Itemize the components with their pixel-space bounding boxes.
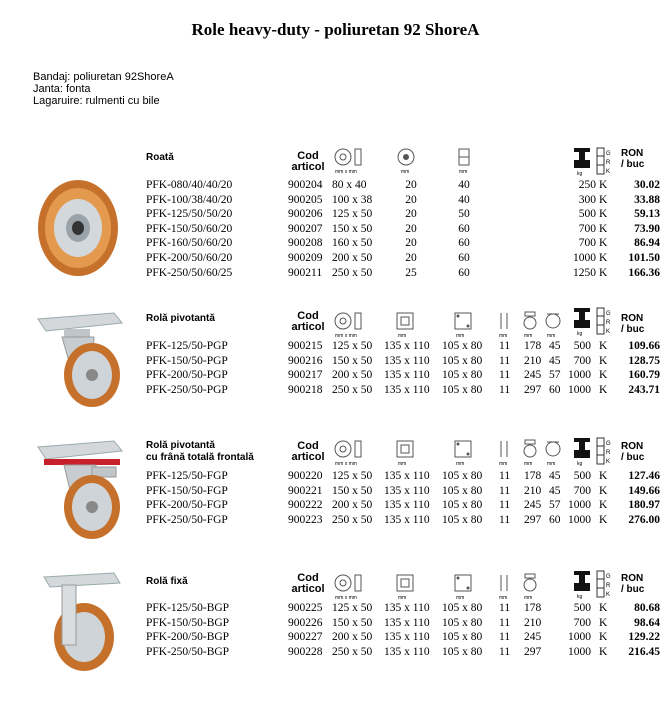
svg-text:mm x mm: mm x mm xyxy=(335,169,357,174)
cell-price: 80.68 xyxy=(634,602,660,614)
cell-dim: 250 x 50 xyxy=(332,513,373,526)
cell-code: 900225 xyxy=(288,602,323,614)
svg-text:mm: mm xyxy=(524,333,533,338)
cell-c: 50 xyxy=(458,208,470,221)
svg-text:mm: mm xyxy=(456,333,465,338)
cell-e: 45 xyxy=(549,354,561,367)
cell-k: K xyxy=(599,513,608,526)
cell-h: 11 xyxy=(499,645,511,658)
table-row xyxy=(0,354,671,368)
cell-k: K xyxy=(599,470,608,482)
cell-price: 276.00 xyxy=(628,513,660,526)
cell-e: 45 xyxy=(549,484,561,497)
cell-name: PFK-125/50-BGP xyxy=(146,602,230,614)
svg-text:mm: mm xyxy=(524,461,533,466)
svg-text:mm: mm xyxy=(499,595,508,600)
cell-b: 135 x 110 xyxy=(384,484,430,497)
cell-c: 60 xyxy=(458,252,470,264)
cell-code: 900209 xyxy=(288,252,323,264)
cell-d: 297 xyxy=(524,645,542,658)
cell-load: 700 xyxy=(578,222,596,235)
cell-price: 129.22 xyxy=(628,631,660,644)
offset-icon xyxy=(544,310,562,338)
cell-c: 105 x 80 xyxy=(442,631,483,644)
cell-price: 127.46 xyxy=(628,470,660,482)
cell-name: PFK-200/50/60/20 xyxy=(146,252,233,264)
weight-icon xyxy=(572,436,592,466)
cell-k: K xyxy=(599,369,608,382)
cell-name: PFK-250/50/60/25 xyxy=(146,266,233,279)
table-row xyxy=(0,193,671,207)
svg-text:mm: mm xyxy=(524,595,533,600)
wheel-dimension-icon xyxy=(333,572,363,600)
cell-code: 900211 xyxy=(288,266,323,279)
cell-code: 900206 xyxy=(288,208,323,221)
plate-size-icon xyxy=(394,310,416,338)
cell-k: K xyxy=(599,616,608,629)
cell-name: PFK-150/50-BGP xyxy=(146,616,230,629)
cell-k: K xyxy=(599,208,608,221)
cell-k: K xyxy=(599,499,608,512)
cell-e: 45 xyxy=(549,470,561,482)
cod-articol-header: Cod articol xyxy=(291,310,325,333)
cell-load: 500 xyxy=(573,602,591,614)
svg-text:mm x mm: mm x mm xyxy=(335,595,357,600)
cell-b: 25 xyxy=(405,266,417,279)
cell-price: 243.71 xyxy=(628,383,660,396)
svg-text:K: K xyxy=(606,592,611,598)
wheel-dimension-icon xyxy=(333,310,363,338)
cell-code: 900207 xyxy=(288,222,323,235)
cell-load: 1000 xyxy=(568,383,591,396)
cell-load: 1000 xyxy=(568,369,591,382)
cell-d: 210 xyxy=(524,616,542,629)
offset-icon xyxy=(544,438,562,466)
ron-per-piece-header: RON / buc xyxy=(621,313,645,335)
cell-code: 900217 xyxy=(288,369,323,382)
cell-c: 105 x 80 xyxy=(442,499,483,512)
cell-k: K xyxy=(599,252,608,264)
cell-d: 178 xyxy=(524,340,542,352)
cell-code: 900223 xyxy=(288,513,323,526)
cell-load: 500 xyxy=(573,340,591,352)
svg-text:mm: mm xyxy=(499,333,508,338)
cell-dim: 125 x 50 xyxy=(332,470,373,482)
hole-diameter-icon xyxy=(497,438,511,466)
cell-load: 1000 xyxy=(568,499,591,512)
cell-load: 1000 xyxy=(573,252,596,264)
cell-b: 20 xyxy=(405,193,417,206)
svg-text:kg: kg xyxy=(577,594,583,599)
cell-dim: 160 x 50 xyxy=(332,237,373,250)
cell-price: 30.02 xyxy=(634,179,660,191)
cell-name: PFK-150/50/60/20 xyxy=(146,222,233,235)
svg-text:mm x mm: mm x mm xyxy=(335,333,357,338)
cell-name: PFK-200/50-BGP xyxy=(146,631,230,644)
cell-e: 60 xyxy=(549,383,561,396)
svg-text:K: K xyxy=(606,459,611,465)
cell-dim: 150 x 50 xyxy=(332,354,373,367)
svg-text:kg: kg xyxy=(577,461,583,466)
cell-load: 1250 xyxy=(573,266,596,279)
cell-b: 135 x 110 xyxy=(384,383,430,396)
svg-text:mm: mm xyxy=(459,169,468,174)
cell-h: 11 xyxy=(499,369,511,382)
spec-janta: Janta: fonta xyxy=(33,83,91,95)
cell-h: 11 xyxy=(499,340,511,352)
cell-code: 900222 xyxy=(288,499,323,512)
cell-h: 11 xyxy=(499,631,511,644)
cell-k: K xyxy=(599,222,608,235)
cell-price: 180.97 xyxy=(628,499,660,512)
cell-load: 700 xyxy=(578,237,596,250)
cell-load: 500 xyxy=(573,470,591,482)
cell-price: 33.88 xyxy=(634,193,660,206)
cell-d: 210 xyxy=(524,354,542,367)
cell-c: 105 x 80 xyxy=(442,513,483,526)
cell-code: 900226 xyxy=(288,616,323,629)
svg-text:mm: mm xyxy=(499,461,508,466)
cell-load: 700 xyxy=(573,354,591,367)
cell-price: 101.50 xyxy=(628,252,660,264)
table-row xyxy=(0,236,671,250)
cell-k: K xyxy=(599,645,608,658)
cell-d: 297 xyxy=(524,513,542,526)
cell-h: 11 xyxy=(499,470,511,482)
hole-diameter-icon xyxy=(497,310,511,338)
svg-text:G: G xyxy=(606,151,611,157)
cell-b: 135 x 110 xyxy=(384,616,430,629)
cod-articol-header: Cod articol xyxy=(291,572,325,595)
cell-name: PFK-080/40/40/20 xyxy=(146,179,233,191)
weight-icon xyxy=(572,146,592,176)
cell-name: PFK-250/50-BGP xyxy=(146,645,230,658)
svg-text:R: R xyxy=(606,583,611,589)
cell-k: K xyxy=(599,179,608,191)
cell-d: 245 xyxy=(524,369,542,382)
cell-price: 166.36 xyxy=(628,266,660,279)
svg-text:G: G xyxy=(606,441,611,447)
cell-price: 109.66 xyxy=(628,340,660,352)
cell-name: PFK-100/38/40/20 xyxy=(146,193,233,206)
hole-spacing-icon xyxy=(452,572,474,600)
cell-name: PFK-150/50-PGP xyxy=(146,354,228,367)
cell-load: 1000 xyxy=(568,513,591,526)
table-row xyxy=(0,178,671,192)
cell-name: PFK-125/50-FGP xyxy=(146,470,228,482)
cell-d: 178 xyxy=(524,602,542,614)
cell-price: 59.13 xyxy=(634,208,660,221)
svg-text:mm: mm xyxy=(398,595,407,600)
cell-k: K xyxy=(599,340,608,352)
cell-b: 20 xyxy=(405,222,417,235)
svg-text:mm x mm: mm x mm xyxy=(335,461,357,466)
table-row xyxy=(0,601,671,615)
cell-b: 135 x 110 xyxy=(384,631,430,644)
cell-load: 250 xyxy=(578,179,596,191)
table-row xyxy=(0,207,671,221)
height-icon xyxy=(521,572,539,600)
cell-d: 245 xyxy=(524,631,542,644)
section-title: Rolă pivotantă cu frână totală frontală xyxy=(146,440,254,463)
spec-list xyxy=(33,71,174,107)
cell-h: 11 xyxy=(499,616,511,629)
svg-text:kg: kg xyxy=(577,331,583,336)
table-row xyxy=(0,484,671,498)
cell-k: K xyxy=(599,354,608,367)
cell-c: 60 xyxy=(458,266,470,279)
svg-text:mm: mm xyxy=(398,461,407,466)
svg-text:K: K xyxy=(606,329,611,335)
cell-dim: 200 x 50 xyxy=(332,499,373,512)
cell-code: 900215 xyxy=(288,340,323,352)
cell-dim: 125 x 50 xyxy=(332,602,373,614)
cell-b: 135 x 110 xyxy=(384,369,430,382)
cell-b: 20 xyxy=(405,208,417,221)
table-row xyxy=(0,383,671,397)
spec-lagaruire: Lagaruire: rulmenti cu bile xyxy=(33,95,160,107)
cell-e: 60 xyxy=(549,513,561,526)
table-row xyxy=(0,513,671,527)
cell-code: 900208 xyxy=(288,237,323,250)
svg-text:R: R xyxy=(606,320,611,326)
spec-bandaj: Bandaj: poliuretan 92ShoreA xyxy=(33,71,174,83)
table-row xyxy=(0,368,671,382)
section-title: Rolă fixă xyxy=(146,576,188,587)
cell-load: 1000 xyxy=(568,631,591,644)
cell-dim: 200 x 50 xyxy=(332,369,373,382)
cell-dim: 150 x 50 xyxy=(332,222,373,235)
ron-per-piece-header: RON / buc xyxy=(621,148,645,170)
cell-h: 11 xyxy=(499,383,511,396)
cell-name: PFK-250/50-PGP xyxy=(146,383,228,396)
cell-c: 105 x 80 xyxy=(442,354,483,367)
section-title: Roată xyxy=(146,152,174,163)
cell-dim: 150 x 50 xyxy=(332,484,373,497)
cell-name: PFK-200/50-FGP xyxy=(146,499,228,512)
ron-per-piece-header: RON / buc xyxy=(621,573,645,595)
cell-c: 60 xyxy=(458,222,470,235)
plate-size-icon xyxy=(394,438,416,466)
cell-k: K xyxy=(599,484,608,497)
svg-text:mm: mm xyxy=(547,333,556,338)
cell-code: 900218 xyxy=(288,383,323,396)
cell-dim: 125 x 50 xyxy=(332,208,373,221)
hole-spacing-icon xyxy=(452,438,474,466)
cell-d: 245 xyxy=(524,499,542,512)
cell-k: K xyxy=(599,383,608,396)
bore-icon xyxy=(396,146,416,174)
svg-text:mm: mm xyxy=(401,169,410,174)
cell-dim: 150 x 50 xyxy=(332,616,373,629)
svg-text:G: G xyxy=(606,574,611,580)
cell-price: 149.66 xyxy=(628,484,660,497)
cell-c: 60 xyxy=(458,237,470,250)
cell-b: 20 xyxy=(405,252,417,264)
cell-k: K xyxy=(599,237,608,250)
cell-load: 1000 xyxy=(568,645,591,658)
cell-load: 300 xyxy=(578,193,596,206)
cell-c: 105 x 80 xyxy=(442,369,483,382)
svg-text:mm: mm xyxy=(547,461,556,466)
cell-c: 40 xyxy=(458,193,470,206)
table-row xyxy=(0,251,671,265)
cell-b: 135 x 110 xyxy=(384,354,430,367)
cell-dim: 100 x 38 xyxy=(332,193,373,206)
cell-b: 135 x 110 xyxy=(384,602,430,614)
bearing-type-icon xyxy=(596,436,616,466)
cell-b: 135 x 110 xyxy=(384,513,430,526)
cell-h: 11 xyxy=(499,513,511,526)
cell-h: 11 xyxy=(499,499,511,512)
weight-icon xyxy=(572,306,592,336)
svg-text:R: R xyxy=(606,450,611,456)
hole-diameter-icon xyxy=(497,572,511,600)
cell-price: 160.79 xyxy=(628,369,660,382)
cell-d: 297 xyxy=(524,383,542,396)
table-row xyxy=(0,645,671,659)
page-title: Role heavy-duty - poliuretan 92 ShoreA xyxy=(191,20,480,39)
cell-name: PFK-160/50/60/20 xyxy=(146,237,233,250)
cod-articol-header: Cod articol xyxy=(291,150,325,173)
cell-b: 20 xyxy=(405,237,417,250)
cell-c: 105 x 80 xyxy=(442,340,483,352)
cell-b: 135 x 110 xyxy=(384,499,430,512)
cell-code: 900220 xyxy=(288,470,323,482)
cell-dim: 80 x 40 xyxy=(332,179,367,191)
cell-c: 105 x 80 xyxy=(442,616,483,629)
table-row xyxy=(0,498,671,512)
hole-spacing-icon xyxy=(452,310,474,338)
cod-articol-header: Cod articol xyxy=(291,440,325,463)
cell-d: 210 xyxy=(524,484,542,497)
cell-b: 20 xyxy=(405,179,417,191)
cell-name: PFK-150/50-FGP xyxy=(146,484,228,497)
cell-b: 135 x 110 xyxy=(384,470,430,482)
wheel-dimension-icon xyxy=(333,438,363,466)
table-row xyxy=(0,222,671,236)
cell-e: 45 xyxy=(549,340,561,352)
svg-text:K: K xyxy=(606,169,611,175)
cell-h: 11 xyxy=(499,354,511,367)
ron-per-piece-header: RON / buc xyxy=(621,441,645,463)
cell-price: 128.75 xyxy=(628,354,660,367)
cell-price: 86.94 xyxy=(634,237,660,250)
cell-code: 900205 xyxy=(288,193,323,206)
cell-c: 105 x 80 xyxy=(442,484,483,497)
svg-text:G: G xyxy=(606,311,611,317)
table-row xyxy=(0,616,671,630)
cell-name: PFK-125/50/50/20 xyxy=(146,208,233,221)
section-title: Rolă pivotantă xyxy=(146,313,215,324)
plate-size-icon xyxy=(394,572,416,600)
svg-text:mm: mm xyxy=(456,595,465,600)
cell-dim: 250 x 50 xyxy=(332,383,373,396)
cell-load: 700 xyxy=(573,616,591,629)
cell-k: K xyxy=(599,266,608,279)
svg-text:kg: kg xyxy=(577,171,583,176)
table-row xyxy=(0,630,671,644)
cell-code: 900227 xyxy=(288,631,323,644)
cell-price: 98.64 xyxy=(634,616,660,629)
cell-dim: 250 x 50 xyxy=(332,645,373,658)
height-icon xyxy=(521,438,539,466)
cell-h: 11 xyxy=(499,484,511,497)
cell-k: K xyxy=(599,631,608,644)
cell-e: 57 xyxy=(549,369,561,382)
cell-dim: 250 x 50 xyxy=(332,266,373,279)
cell-c: 105 x 80 xyxy=(442,470,483,482)
cell-b: 135 x 110 xyxy=(384,645,430,658)
cell-code: 900204 xyxy=(288,179,323,191)
cell-name: PFK-200/50-PGP xyxy=(146,369,228,382)
cell-c: 105 x 80 xyxy=(442,602,483,614)
cell-k: K xyxy=(599,193,608,206)
cell-c: 40 xyxy=(458,179,470,191)
bearing-type-icon xyxy=(596,306,616,336)
cell-name: PFK-125/50-PGP xyxy=(146,340,228,352)
cell-dim: 200 x 50 xyxy=(332,631,373,644)
table-row xyxy=(0,339,671,353)
svg-text:R: R xyxy=(606,160,611,166)
svg-text:mm: mm xyxy=(398,333,407,338)
cell-code: 900221 xyxy=(288,484,323,497)
cell-k: K xyxy=(599,602,608,614)
cell-code: 900228 xyxy=(288,645,323,658)
table-row xyxy=(0,266,671,280)
cell-d: 178 xyxy=(524,470,542,482)
svg-text:mm: mm xyxy=(456,461,465,466)
cell-dim: 125 x 50 xyxy=(332,340,373,352)
cell-h: 11 xyxy=(499,602,511,614)
bearing-type-icon xyxy=(596,569,616,599)
wheel-dimension-icon xyxy=(333,146,363,174)
cell-b: 135 x 110 xyxy=(384,340,430,352)
cell-load: 700 xyxy=(573,484,591,497)
cell-load: 500 xyxy=(578,208,596,221)
cell-dim: 200 x 50 xyxy=(332,252,373,264)
cell-c: 105 x 80 xyxy=(442,383,483,396)
cell-name: PFK-250/50-FGP xyxy=(146,513,228,526)
cell-price: 216.45 xyxy=(628,645,660,658)
table-row xyxy=(0,469,671,483)
cell-c: 105 x 80 xyxy=(442,645,483,658)
cell-code: 900216 xyxy=(288,354,323,367)
weight-icon xyxy=(572,569,592,599)
cell-e: 57 xyxy=(549,499,561,512)
hub-length-icon xyxy=(455,146,473,174)
cell-price: 73.90 xyxy=(634,222,660,235)
bearing-type-icon xyxy=(596,146,616,176)
height-icon xyxy=(521,310,539,338)
